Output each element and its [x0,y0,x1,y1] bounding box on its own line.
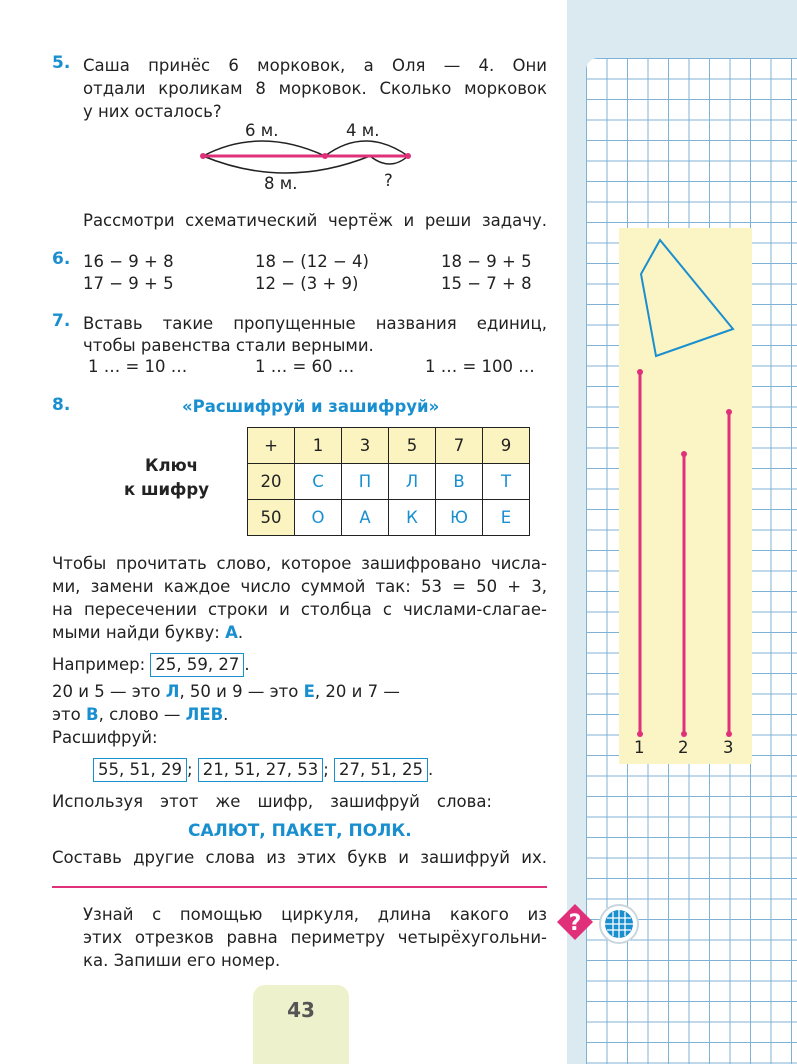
text: мыми найди букву: [52,623,226,642]
table-cell: 1 [295,428,342,464]
diagram-question: ? [384,171,393,190]
example-label: Например: [52,655,146,674]
table-cell: А [342,500,389,536]
expr: 16 − 9 + 8 [83,252,174,271]
table-cell: В [436,464,483,500]
instruction-line-1: Чтобы прочитать слово, которое зашифровано числа- [52,554,547,573]
task-5-instruction: Рассмотри схематический чертёж и реши задачу. [83,211,547,230]
cipher-table [247,427,530,536]
segment-label-1: 1 [634,738,645,757]
table-row [248,500,530,536]
question-mark-icon [553,900,597,944]
expr: 12 − (3 + 9) [255,274,359,293]
expr: 18 − 9 + 5 [441,252,532,271]
example-explain-1 [52,680,547,703]
bonus-line-3: ка. Запиши его номер. [83,951,281,970]
table-cell: С [295,464,342,500]
task-7-line-1: Вставь такие пропущенные названия единиц, [83,314,547,333]
decode-line [93,758,433,782]
expr: 18 − (12 − 4) [255,252,369,271]
decode-box: 27, 51, 25 [334,758,428,782]
table-cell: 5 [389,428,436,464]
example-explain-2: это В, слово — ЛЕВ. [52,705,229,724]
segment-label-2: 2 [678,738,689,757]
instruction-line-2: ми, замени каждое число суммой так: 53 = 50 + 3, [52,577,547,596]
text: 20 и 5 — это Л, 50 и 9 — это Е, 20 и 7 — [52,682,400,701]
decode-box: 21, 51, 27, 53 [198,758,323,782]
task-8-number: 8. [52,395,71,415]
task-6-number: 6. [52,249,71,269]
segment-label-3: 3 [723,738,734,757]
instruction-line-3: на пересечении строки и столбца с числами-слагае- [52,600,547,619]
table-cell: Л [389,464,436,500]
globe-icon [597,902,641,946]
table-cell: 7 [436,428,483,464]
example-line [52,653,250,677]
page-number: 43 [253,985,349,1064]
task-5-line-2: отдали кроликам 8 морковок. Сколько морковок [83,79,547,98]
task-7-line-2: чтобы равенства стали верными. [83,336,374,355]
encode-words: САЛЮТ, ПАКЕТ, ПОЛК. [188,821,412,841]
task-8-title: «Расшифруй и зашифруй» [182,397,440,416]
table-cell: О [295,500,342,536]
table-cell: Е [483,500,530,536]
quadrilateral-figure [619,228,752,764]
equation: 1 … = 100 … [425,357,535,376]
task-7-number: 7. [52,311,71,331]
diagram-label-6: 6 м. [245,121,279,140]
bonus-line-2: этих отрезков равна периметру четырёхугольни- [83,928,547,947]
section-divider [52,886,547,888]
decode-box: 55, 51, 29 [93,758,187,782]
table-cell: К [389,500,436,536]
table-row [248,428,530,464]
text: . [244,655,250,674]
task-5-line-3: у них осталось? [83,102,222,121]
table-cell: + [248,428,295,464]
table-cell: Т [483,464,530,500]
table-cell: П [342,464,389,500]
key-label-1: Ключ [145,456,198,475]
end: . [428,760,434,779]
compose-line: Составь другие слова из этих букв и зашифруй их. [52,848,547,867]
key-label-2: к шифру [124,480,209,499]
decode-label: Расшифруй: [52,728,158,747]
text: . [237,623,244,642]
encode-label: Используя этот же шифр, зашифруй слова: [52,792,492,811]
table-cell: Ю [436,500,483,536]
table-cell: 3 [342,428,389,464]
expr: 17 − 9 + 5 [83,274,174,293]
diagram-label-4: 4 м. [346,121,380,140]
equation: 1 … = 10 … [88,357,188,376]
task-5-line-1: Саша принёс 6 морковок, а Оля — 4. Они [83,56,547,75]
diagram-label-8: 8 м. [264,174,298,193]
expr: 15 − 7 + 8 [441,274,532,293]
sep: ; [323,760,329,779]
instruction-line-4 [52,621,243,644]
sep: ; [186,760,193,779]
example-box: 25, 59, 27 [150,653,244,677]
table-cell: 20 [248,464,295,500]
equation: 1 … = 60 … [255,357,355,376]
table-cell: 9 [483,428,530,464]
task-5-number: 5. [52,53,71,73]
table-row [248,464,530,500]
table-cell: 50 [248,500,295,536]
bonus-line-1: Узнай с помощью циркуля, длина какого из [83,905,547,924]
letter-a: А [225,623,238,642]
svg-text:?: ? [568,911,582,936]
